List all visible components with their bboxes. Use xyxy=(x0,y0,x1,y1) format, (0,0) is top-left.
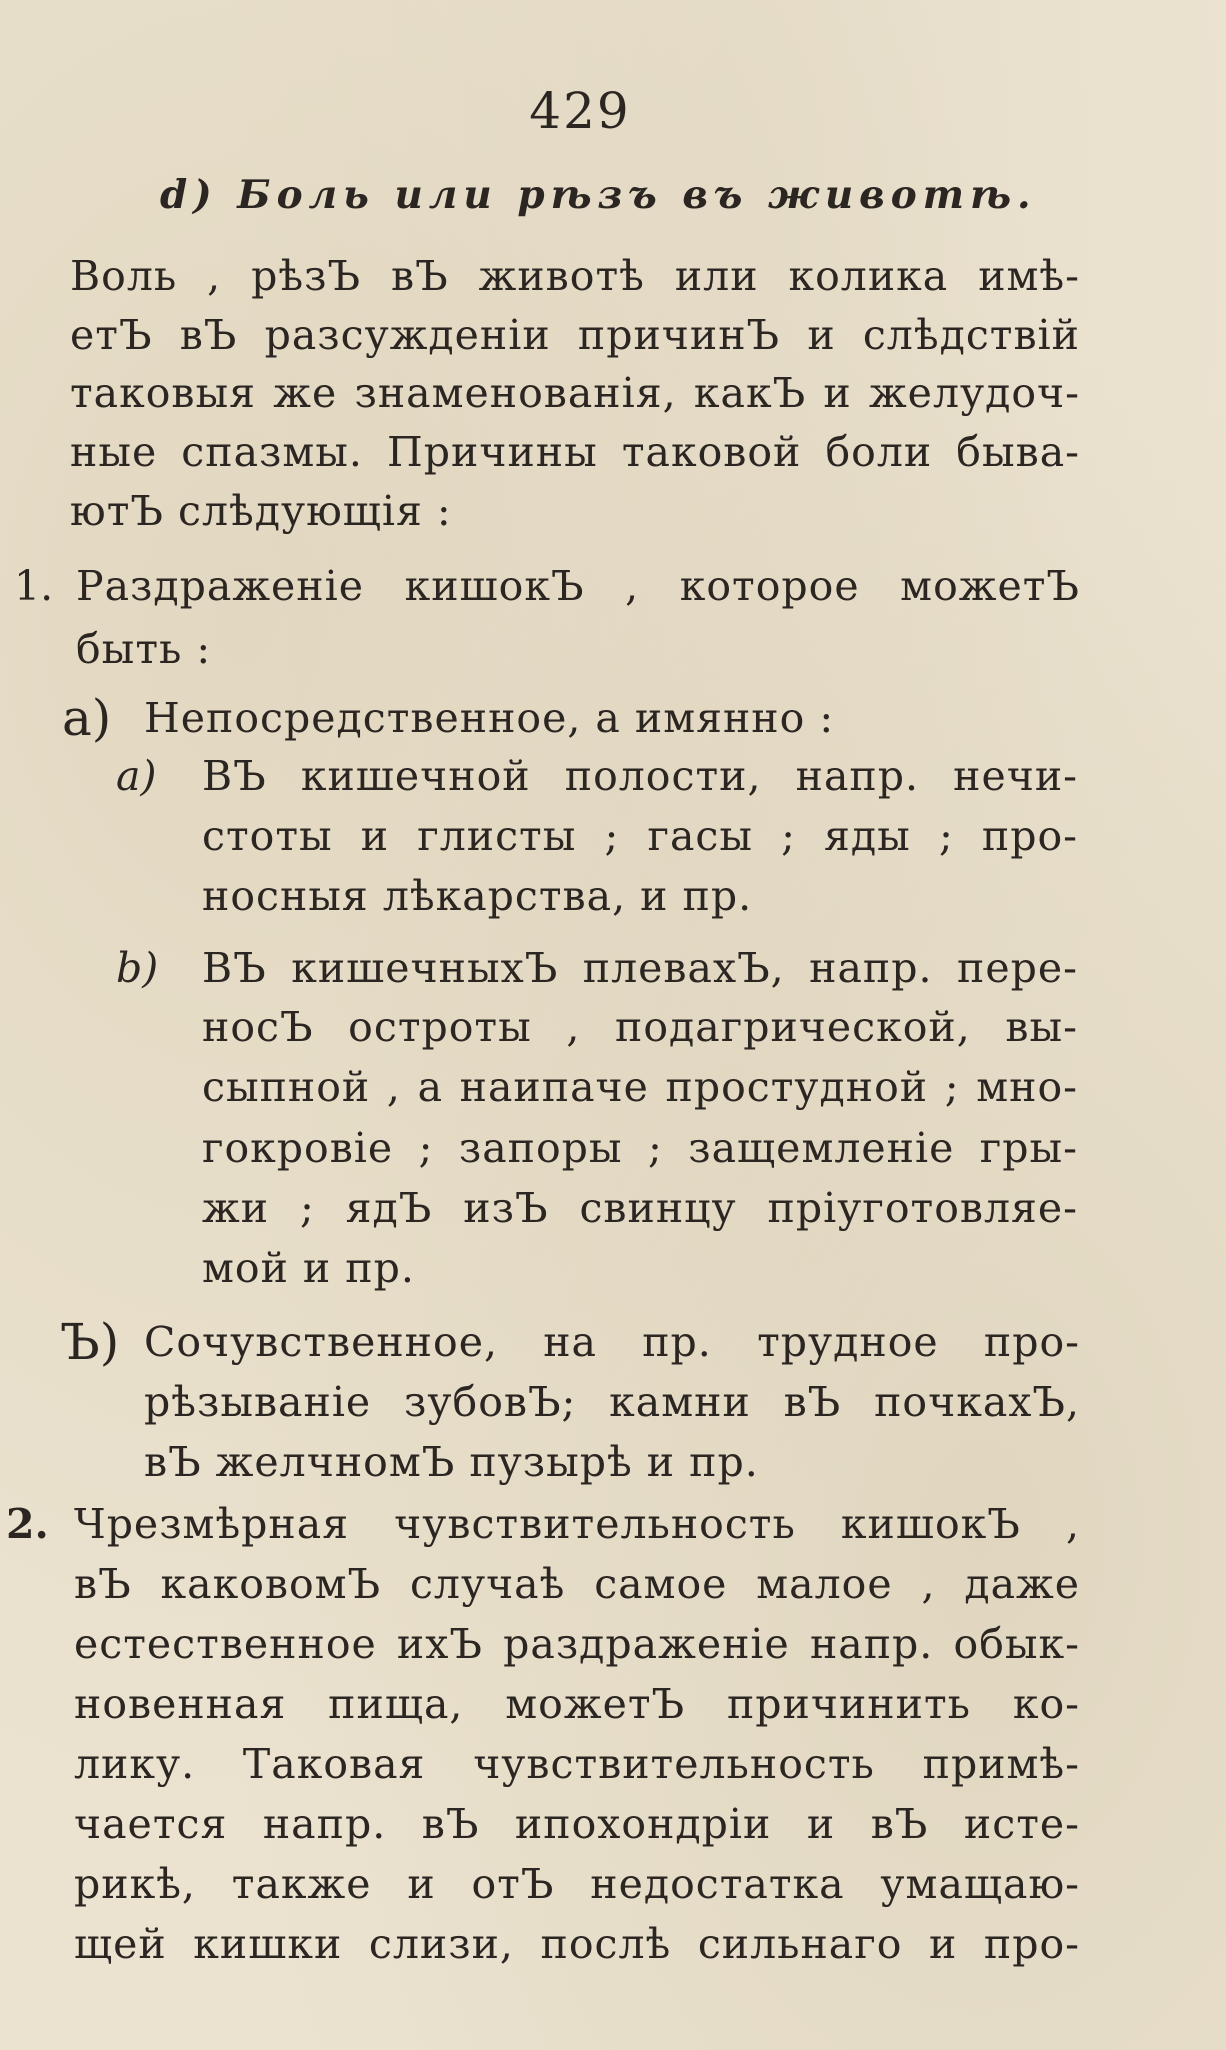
intro-line: Воль , рѣзЪ вЪ животѣ или колика имѣ- xyxy=(70,252,1080,300)
sub-sub-line: мой и пр. xyxy=(202,1244,415,1292)
sub-line: рѣзываніе зубовЪ; камни вЪ почкахЪ, xyxy=(144,1378,1080,1426)
sub-sub-marker: a) xyxy=(116,752,157,800)
sub-sub-marker: b) xyxy=(116,944,159,992)
page-number: 429 xyxy=(529,82,631,140)
sub-line: вЪ желчномЪ пузырѣ и пр. xyxy=(144,1438,759,1486)
sub-line: Сочувственное, на пр. трудное про- xyxy=(144,1318,1080,1366)
sub-sub-line: носЪ остроты , подагрической, вы- xyxy=(202,1003,1078,1051)
item-line: Раздраженіе кишокЪ , которое можетЪ xyxy=(76,562,1080,610)
intro-line: ютЪ слѣдующія : xyxy=(70,487,452,535)
sub-sub-line: жи ; ядЪ изЪ свинцу пріуготовляе- xyxy=(202,1184,1078,1232)
item-line: естественное ихЪ раздраженіе напр. обык- xyxy=(74,1620,1080,1668)
item-number: 2. xyxy=(6,1500,49,1548)
sub-sub-line: носныя лѣкарства, и пр. xyxy=(202,872,753,920)
item-line: новенная пища, можетЪ причинить ко- xyxy=(74,1680,1080,1728)
item-line: щей кишки слизи, послѣ сильнаго и про- xyxy=(74,1920,1080,1968)
sub-sub-line: ВЪ кишечной полости, напр. нечи- xyxy=(202,752,1078,800)
sub-line: Непосредственное, а имянно : xyxy=(144,694,835,742)
sub-sub-line: стоты и глисты ; гасы ; яды ; про- xyxy=(202,812,1078,860)
sub-sub-line: сыпной , а наипаче простудной ; мно- xyxy=(202,1063,1078,1111)
item-line: вЪ каковомЪ случаѣ самое малое , даже xyxy=(74,1560,1080,1608)
item-line: Чрезмѣрная чувствительность кишокЪ , xyxy=(74,1500,1080,1548)
item-line: чается напр. вЪ ипохондріи и вЪ исте- xyxy=(74,1800,1080,1848)
intro-line: етЪ вЪ разсужденіи причинЪ и слѣдствій xyxy=(70,311,1080,359)
sub-marker: a) xyxy=(62,689,112,747)
sub-sub-line: гокровіе ; запоры ; защемленіе гры- xyxy=(202,1124,1078,1172)
item-number: 1. xyxy=(14,562,54,610)
intro-line: таковыя же знаменованія, какЪ и желудоч- xyxy=(70,369,1080,417)
item-line: лику. Таковая чувствительность примѣ- xyxy=(74,1740,1080,1788)
item-line: рикѣ, также и отЪ недостатка умащаю- xyxy=(74,1860,1080,1908)
item-line: быть : xyxy=(76,625,212,673)
sub-sub-line: ВЪ кишечныхЪ плевахЪ, напр. пере- xyxy=(202,944,1078,992)
sub-marker: Ъ) xyxy=(60,1313,120,1371)
intro-line: ные спазмы. Причины таковой боли быва- xyxy=(70,428,1080,476)
section-heading: d) Боль или рѣзъ въ животѣ. xyxy=(160,172,1037,218)
